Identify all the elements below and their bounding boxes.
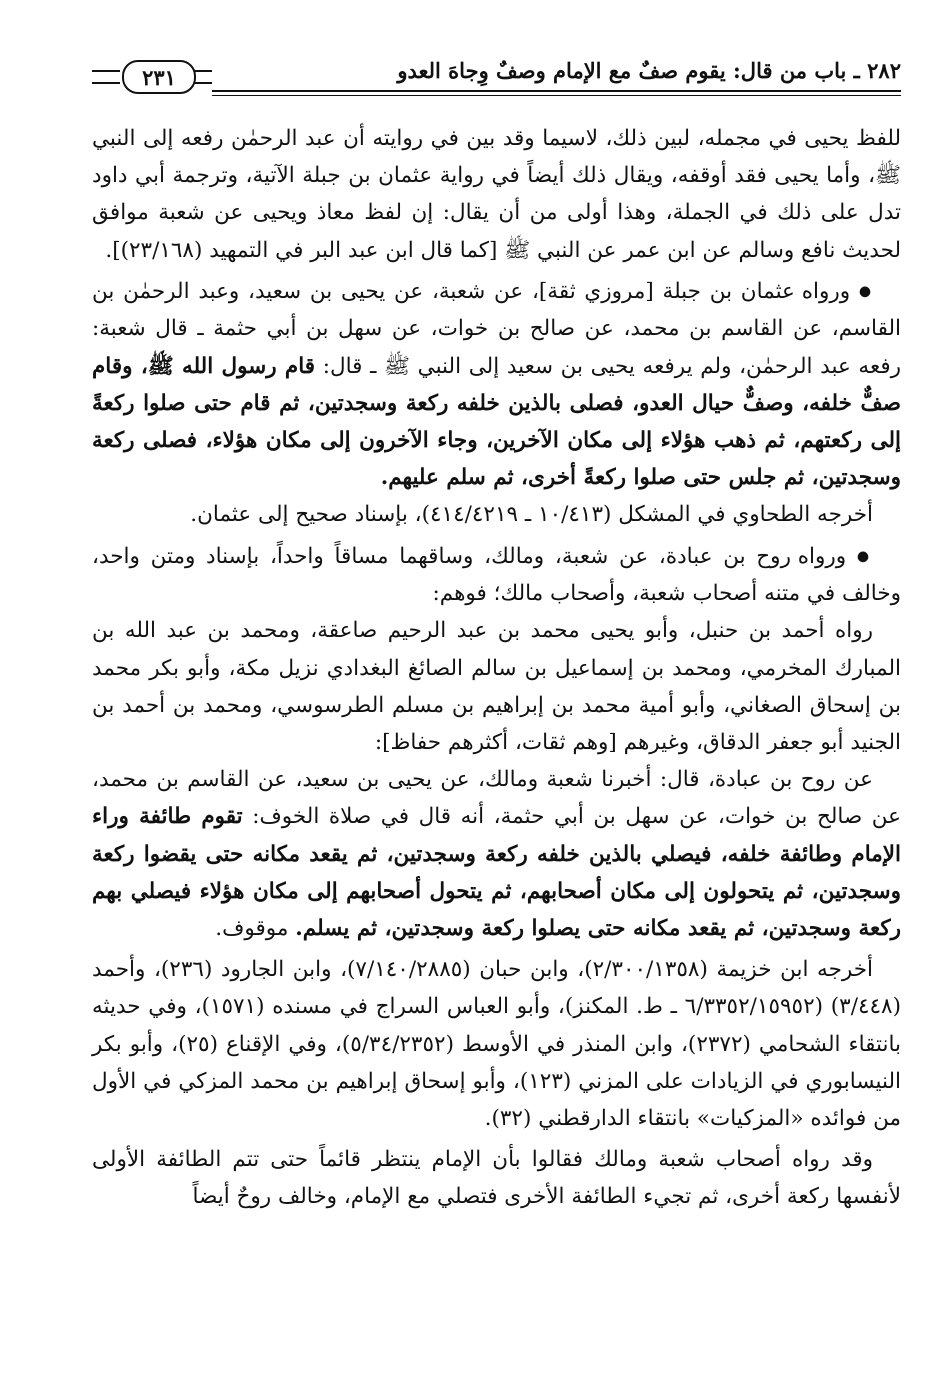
bullet-icon: ● xyxy=(856,548,873,565)
badge-left-lines xyxy=(92,70,120,84)
paragraph-3: أخرجه الطحاوي في المشكل (١٠/٤١٣ ـ ٤١٤/٤٢١٩)، بإسناد صحيح إلى عثمان. xyxy=(190,502,873,528)
paragraph-5: رواه أحمد بن حنبل، وأبو يحيى محمد بن عبد الرحيم صاعقة، ومحمد بن عبد الله بن المبارك المخرمي، ومحمد بن إسماعيل بن سالم الصائغ البغدادي نزيل مكة، وأبو بكر محمد بن إسحاق الصغاني، وأبو أمية محمد بن إبراهيم بن مسلم الطرسوسي، ومحمد بن أحمد بن الجنيد أبو جعفر الدقاق، وغيرهم [وهم ثقات، أكثرهم حفاظ]: xyxy=(92,618,901,756)
page-header xyxy=(92,56,901,98)
paragraph-6: عن روح بن عبادة، قال: أخبرنا شعبة ومالك، عن يحيى بن سعيد، عن القاسم بن محمد، عن صالح بن خوات، عن سهل بن أبي حثمة، أنه قال في صلاة الخوف: تقوم طائفة وراء الإمام وطائفة خلفه، فيصلي بالذين خلفه ركعة وسجدتين، ثم يقعد مكانه حتى يقضوا ركعة وسجدتين، ثم يتحولون إلى مكان أصحابهم، ثم يتحول أصحابهم إلى مكان هؤلاء فيصلي بهم ركعة وسجدتين، ثم يقعد مكانه حتى يصلوا ركعة وسجدتين، ثم يسلم. موقوف. xyxy=(92,767,901,942)
hadith-text-bold: تقوم طائفة وراء الإمام وطائفة خلفه، فيصلي بالذين خلفه ركعة وسجدتين، ثم يقعد مكانه حتى يقضوا ركعة وسجدتين، ثم يتحولون إلى مكان أصحابهم، ثم يتحول أصحابهم إلى مكان هؤلاء فيصلي بهم ركعة وسجدتين، ثم يقعد مكانه حتى يصلوا ركعة وسجدتين، ثم يسلم. xyxy=(92,804,901,942)
mawquf-label: موقوف. xyxy=(215,916,289,942)
page-number-badge xyxy=(92,56,212,96)
page-number: ٢٣١ xyxy=(122,60,196,94)
paragraph-7: أخرجه ابن خزيمة (٢/٣٠٠/١٣٥٨)، وابن حبان (٧/١٤٠/٢٨٨٥)، وابن الجارود (٢٣٦)، وأحمد (٣/٤٤٨) (٦/٣٣٥٢/١٥٩٥٢ ـ ط. المكنز)، وأبو العباس السراج في مسنده (١٥٧١)، وفي حديثه بانتقاء الشحامي (٢٣٧٢)، وابن المنذر في الأوسط (٥/٣٤/٢٣٥٢)، وفي الإقناع (٢٥)، وأبو بكر النيسابوري في الزيادات على المزني (١٢٣)، وأبو إسحاق إبراهيم بن محمد المزكي في الأول من فوائده «المزكيات» بانتقاء الدارقطني (٣٢). xyxy=(92,957,902,1132)
paragraph-2: ● ورواه عثمان بن جبلة [مروزي ثقة]، عن شعبة، عن يحيى بن سعيد، وعبد الرحمٰن بن القاسم، عن القاسم بن محمد، عن صالح بن خوات، عن سهل بن أبي حثمة ـ قال شعبة: رفعه عبد الرحمٰن، ولم يرفعه يحيى بن سعيد إلى النبي ﷺ ـ قال: قام رسول الله ﷺ، وقام صفٌّ خلفه، وصفٌّ حيال العدو، فصلى بالذين خلفه ركعة وسجدتين، ثم قام حتى صلوا ركعةً إلى ركعتهم، ثم ذهب هؤلاء إلى مكان الآخرين، وجاء الآخرون إلى مكان هؤلاء، فصلى ركعة وسجدتين، ثم جلس حتى صلوا ركعةً أخرى، ثم سلم عليهم. xyxy=(92,278,901,491)
hadith-text-bold: قام رسول الله ﷺ، وقام صفٌّ خلفه، وصفٌّ حيال العدو، فصلى بالذين خلفه ركعة وسجدتين، ثم قام حتى صلوا ركعةً إلى ركعتهم، ثم ذهب هؤلاء إلى مكان الآخرين، وجاء الآخرون إلى مكان هؤلاء، فصلى ركعة وسجدتين، ثم جلس حتى صلوا ركعةً أخرى، ثم سلم عليهم. xyxy=(92,353,901,491)
chapter-title: ٢٨٢ ـ باب من قال: يقوم صفٌ مع الإمام وصفٌ وِجاهَ العدو xyxy=(397,58,901,83)
paragraph-4: ● ورواه روح بن عبادة، عن شعبة، ومالك، وساقهما مساقاً واحداً، بإسناد ومتن واحد، وخالف في متنه أصحاب شعبة، وأصحاب مالك؛ فوهم: xyxy=(92,543,901,607)
bullet-icon: ● xyxy=(858,283,873,300)
header-rule xyxy=(212,90,901,96)
paragraph-1: للفظ يحيى في مجمله، لبين ذلك، لاسيما وقد بين في روايته أن عبد الرحمٰن رفعه إلى النبي ﷺ، وأما يحيى فقد أوقفه، ويقال ذلك أيضاً في رواية عثمان بن جبلة الآتية، وترجمة أبي داود تدل على ذلك في الجملة، وهذا أولى من أن يقال: إن لفظ معاذ ويحيى عن شعبة موافق لحديث نافع وسالم عن ابن عمر عن النبي ﷺ [كما قال ابن عبد البر في التمهيد (٢٣/١٦٨)]. xyxy=(92,126,901,263)
badge-right-lines xyxy=(194,70,212,84)
page-body xyxy=(92,120,901,1216)
paragraph-8: وقد رواه أصحاب شعبة ومالك فقالوا بأن الإمام ينتظر قائماً حتى تتم الطائفة الأولى لأنفسها ركعة أخرى، ثم تجيء الطائفة الأخرى فتصلي مع الإمام، وخالف روحٌ أيضاً xyxy=(92,1147,901,1210)
